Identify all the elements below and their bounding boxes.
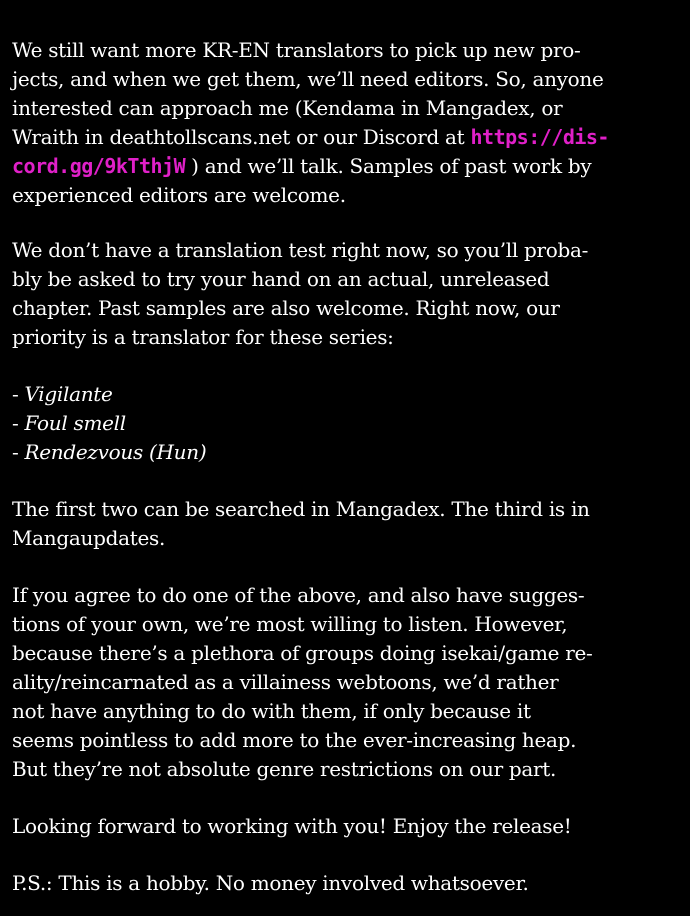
p5-line-1: Looking forward to working with you! Enjoy the release!: [12, 814, 572, 838]
p2-line-4: priority is a translator for these series:: [12, 325, 394, 349]
discord-link-part-1[interactable]: https://dis-: [470, 125, 609, 149]
series-title: Vigilante: [24, 382, 113, 406]
p3-line-1: The first two can be searched in Mangadex. The third is in: [12, 497, 590, 521]
p1-line-2: jects, and when we get them, we’ll need editors. So, anyone: [12, 67, 604, 91]
p2-line-1: We don’t have a translation test right now, so you’ll proba-: [12, 238, 589, 262]
p1-line-6: experienced editors are welcome.: [12, 183, 346, 207]
list-item: [12, 438, 206, 467]
p1-line-4-text: Wraith in deathtollscans.net or our Discord at: [12, 125, 471, 149]
series-title: Rendezvous (Hun): [24, 440, 207, 464]
list-dash: -: [12, 440, 25, 464]
p4-line-2: tions of your own, we’re most willing to listen. However,: [12, 612, 568, 636]
p2-line-2: bly be asked to try your hand on an actual, unreleased: [12, 267, 550, 291]
p4-line-6: seems pointless to add more to the ever-increasing heap.: [12, 728, 577, 752]
p4-line-1: If you agree to do one of the above, and also have sugges-: [12, 583, 585, 607]
p2-line-3: chapter. Past samples are also welcome. Right now, our: [12, 296, 560, 320]
series-title: Foul smell: [24, 411, 126, 435]
list-dash: -: [12, 382, 25, 406]
p4-line-5: not have anything to do with them, if only because it: [12, 699, 531, 723]
p6-line-1: P.S.: This is a hobby. No money involved whatsoever.: [12, 871, 529, 895]
p4-line-4: ality/reincarnated as a villainess webtoons, we’d rather: [12, 670, 559, 694]
p3-line-2: Mangaupdates.: [12, 526, 166, 550]
p1-line-3: interested can approach me (Kendama in Mangadex, or: [12, 96, 563, 120]
discord-link-part-2[interactable]: cord.gg/9kTthjW: [12, 154, 186, 178]
p1-line-5-text: ) and we’ll talk. Samples of past work by: [185, 154, 592, 178]
p4-line-7: But they’re not absolute genre restrictions on our part.: [12, 757, 557, 781]
p4-line-3: because there’s a plethora of groups doing isekai/game re-: [12, 641, 593, 665]
p1-line-4: [12, 123, 609, 152]
list-item: [12, 409, 126, 438]
p1-line-1: We still want more KR-EN translators to pick up new pro-: [12, 38, 581, 62]
list-item: [12, 380, 113, 409]
p1-line-5: [12, 152, 591, 181]
list-dash: -: [12, 411, 25, 435]
